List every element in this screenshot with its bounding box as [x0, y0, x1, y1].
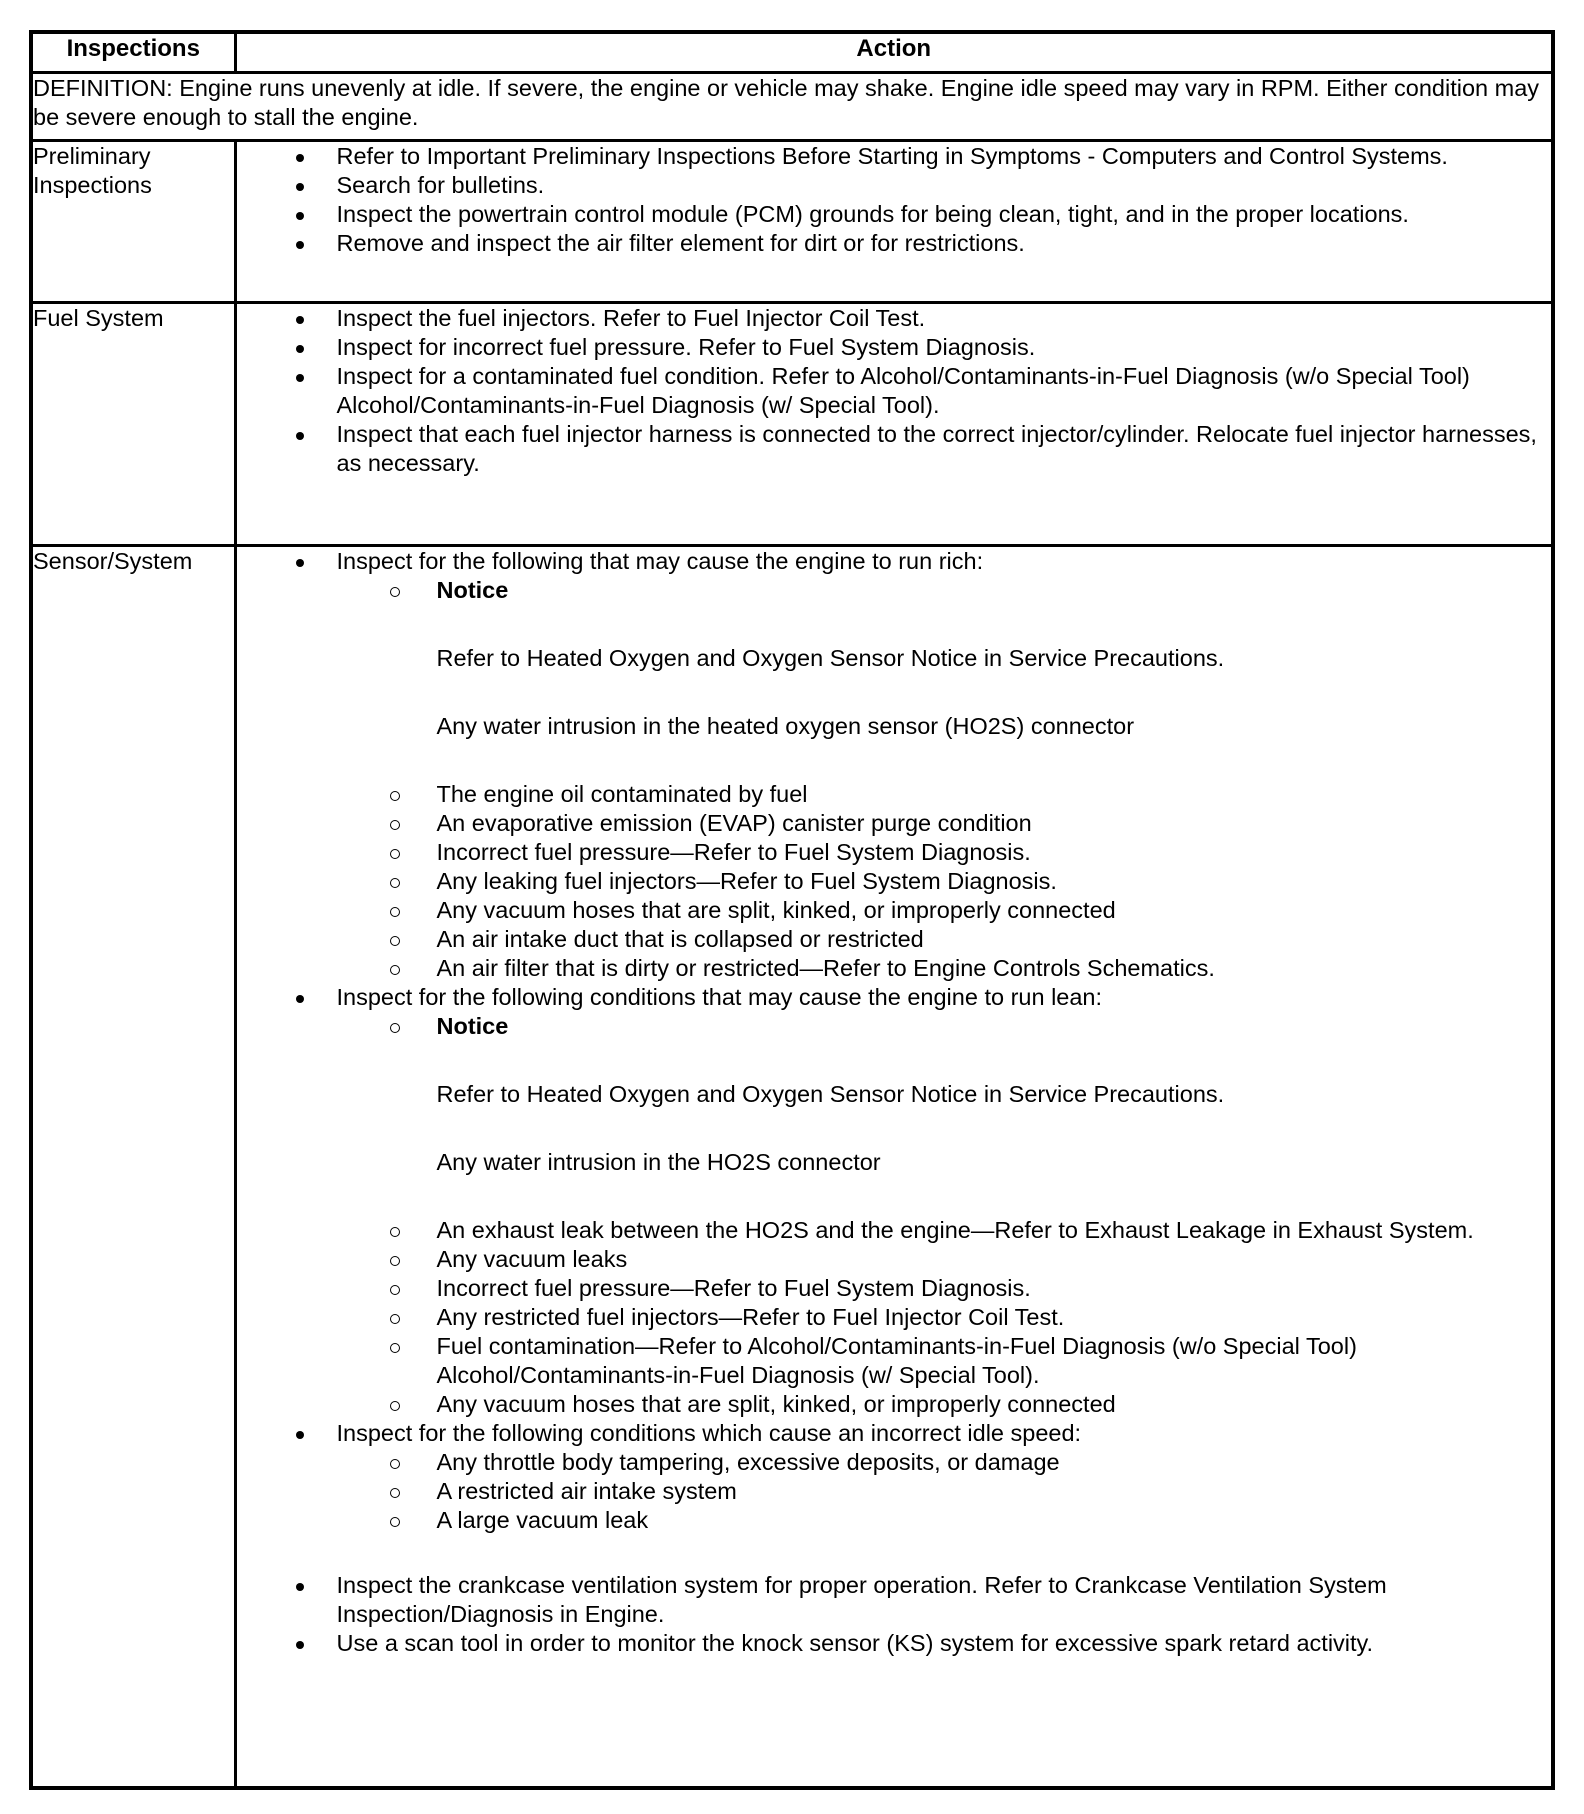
list-item: Inspect for a contaminated fuel condition. Refer to Alcohol/Contaminants-in-Fuel Diagnosis (w/o Special Tool) Alcohol/Contaminants-in-Fuel Diagnosis (w/ Special Tool). — [237, 362, 1552, 420]
circle-bullet-icon — [390, 791, 400, 801]
bullet-icon — [296, 345, 304, 353]
list-item: Refer to Important Preliminary Inspections Before Starting in Symptoms - Computers and Control Systems. — [237, 142, 1552, 171]
list-item: Use a scan tool in order to monitor the knock sensor (KS) system for excessive spark retard activity. — [237, 1629, 1552, 1658]
list-item: Inspect for incorrect fuel pressure. Refer to Fuel System Diagnosis. — [237, 333, 1552, 362]
list-item: Any vacuum hoses that are split, kinked, or improperly connected — [337, 1390, 1552, 1419]
bullet-icon — [296, 995, 304, 1003]
bullet-icon — [296, 432, 304, 440]
bullet-icon — [296, 154, 304, 162]
definition-text: DEFINITION: Engine runs unevenly at idle. If severe, the engine or vehicle may shake. Engine idle speed may vary in RPM. Either condition may be severe enough to stall the engine. — [33, 73, 1551, 141]
bullet-icon — [296, 212, 304, 220]
circle-bullet-icon — [390, 1459, 400, 1469]
action-header: Action — [235, 34, 1551, 73]
list-item: Inspect the crankcase ventilation system for proper operation. Refer to Crankcase Ventilation System Inspection/Diagnosis in Engine. — [237, 1571, 1552, 1629]
diagnostic-table — [33, 34, 1551, 1786]
list-item: Inspect for the following that may cause the engine to run rich: Notice Refer to Heated Oxygen and Oxygen Sensor Notice in Service Precautions. Any water intrusion in the heated oxygen sensor (HO2S) connector The engine oil contaminated by fuel An evaporative emission (EVAP) canister purge condition Incorrect fuel pressure—Refer to Fuel System Diagnosis. Any leaking fuel injectors—Refer to Fuel System Diagnosis. Any vacuum hoses that are split, kinked, or improperly connected An air intake duct that is collapsed or restricted An air filter that is dirty or restricted—Refer to Engine Controls Schematics. — [237, 547, 1552, 983]
fuel-system-row — [33, 303, 1551, 546]
bullet-icon — [296, 1583, 304, 1591]
bullet-icon — [296, 1431, 304, 1439]
circle-bullet-icon — [390, 849, 400, 859]
list-item: Fuel contamination—Refer to Alcohol/Contaminants-in-Fuel Diagnosis (w/o Special Tool) Alcohol/Contaminants-in-Fuel Diagnosis (w/ Special Tool). — [337, 1332, 1552, 1390]
list-item: Any restricted fuel injectors—Refer to Fuel Injector Coil Test. — [337, 1303, 1552, 1332]
sensor-system-actions — [235, 546, 1551, 1787]
bullet-icon — [296, 374, 304, 382]
sensor-system-label: Sensor/System — [33, 546, 235, 1787]
list-item: The engine oil contaminated by fuel — [337, 780, 1552, 809]
list-item: An evaporative emission (EVAP) canister purge condition — [337, 809, 1552, 838]
preliminary-label: Preliminary Inspections — [33, 141, 235, 303]
notice-text: Any water intrusion in the heated oxygen sensor (HO2S) connector — [436, 713, 1135, 739]
fuel-system-actions — [235, 303, 1551, 546]
bullet-icon — [296, 559, 304, 567]
sensor-system-row — [33, 546, 1551, 1787]
list-item: Any vacuum hoses that are split, kinked, or improperly connected — [337, 896, 1552, 925]
circle-bullet-icon — [390, 1343, 400, 1353]
circle-bullet-icon — [390, 1488, 400, 1498]
circle-bullet-icon — [390, 965, 400, 975]
list-item: Inspect for the following conditions that may cause the engine to run lean: Notice Refer to Heated Oxygen and Oxygen Sensor Notice in Service Precautions. Any water intrusion in the HO2S connector An exhaust leak between the HO2S and the engine—Refer to Exhaust Leakage in Exhaust System. Any vacuum leaks Incorrect fuel pressure—Refer to Fuel System Diagnosis. Any restricted fuel injectors—Refer to Fuel Injector Coil Test. Fuel contamination—Refer to Alcohol/Contaminants-in-Fuel Diagnosis (w/o Special Tool) Alcohol/Contaminants-in-Fuel Diagnosis (w/ Special Tool). Any vacuum hoses that are split, kinked, or improperly connected — [237, 983, 1552, 1419]
list-item: Inspect that each fuel injector harness is connected to the correct injector/cylinder. Relocate fuel injector harnesses, as necessary. — [237, 420, 1552, 478]
circle-bullet-icon — [390, 907, 400, 917]
circle-bullet-icon — [390, 1227, 400, 1237]
notice-item — [337, 1012, 1552, 1216]
circle-bullet-icon — [390, 1401, 400, 1411]
list-item: An air filter that is dirty or restricted—Refer to Engine Controls Schematics. — [337, 954, 1552, 983]
list-item: A large vacuum leak — [337, 1506, 1552, 1535]
diagnostic-table-frame — [29, 30, 1555, 1790]
circle-bullet-icon — [390, 587, 400, 597]
list-item: A restricted air intake system — [337, 1477, 1552, 1506]
list-item: Incorrect fuel pressure—Refer to Fuel System Diagnosis. — [337, 1274, 1552, 1303]
circle-bullet-icon — [390, 936, 400, 946]
bullet-icon — [296, 1641, 304, 1649]
list-item: Inspect the fuel injectors. Refer to Fuel Injector Coil Test. — [237, 304, 1552, 333]
preliminary-row — [33, 141, 1551, 303]
circle-bullet-icon — [390, 1517, 400, 1527]
list-item: Inspect for the following conditions which cause an incorrect idle speed: Any throttle body tampering, excessive deposits, or damage A restricted air intake system A large vacuum leak — [237, 1419, 1552, 1535]
list-item: Inspect the powertrain control module (PCM) grounds for being clean, tight, and in the proper locations. — [237, 200, 1552, 229]
circle-bullet-icon — [390, 1285, 400, 1295]
definition-row — [33, 73, 1551, 141]
list-item: Remove and inspect the air filter element for dirt or for restrictions. — [237, 229, 1552, 258]
list-item: Incorrect fuel pressure—Refer to Fuel System Diagnosis. — [337, 838, 1552, 867]
fuel-system-label: Fuel System — [33, 303, 235, 546]
circle-bullet-icon — [390, 878, 400, 888]
bullet-icon — [296, 316, 304, 324]
notice-title: Notice — [436, 1013, 509, 1039]
bullet-icon — [296, 241, 304, 249]
circle-bullet-icon — [390, 1314, 400, 1324]
notice-text: Refer to Heated Oxygen and Oxygen Sensor Notice in Service Precautions. — [436, 1081, 1225, 1107]
bullet-icon — [296, 183, 304, 191]
list-item: Any leaking fuel injectors—Refer to Fuel System Diagnosis. — [337, 867, 1552, 896]
list-item: Search for bulletins. — [237, 171, 1552, 200]
preliminary-actions — [235, 141, 1551, 303]
list-item: Any throttle body tampering, excessive deposits, or damage — [337, 1448, 1552, 1477]
list-item: An air intake duct that is collapsed or restricted — [337, 925, 1552, 954]
notice-text: Any water intrusion in the HO2S connector — [436, 1149, 881, 1175]
notice-title: Notice — [436, 577, 509, 603]
list-item: Any vacuum leaks — [337, 1245, 1552, 1274]
circle-bullet-icon — [390, 1023, 400, 1033]
header-row — [33, 34, 1551, 73]
circle-bullet-icon — [390, 1256, 400, 1266]
circle-bullet-icon — [390, 820, 400, 830]
notice-text: Refer to Heated Oxygen and Oxygen Sensor Notice in Service Precautions. — [436, 645, 1225, 671]
notice-item — [337, 576, 1552, 780]
list-item: An exhaust leak between the HO2S and the engine—Refer to Exhaust Leakage in Exhaust System. — [337, 1216, 1552, 1245]
inspections-header: Inspections — [33, 34, 235, 73]
